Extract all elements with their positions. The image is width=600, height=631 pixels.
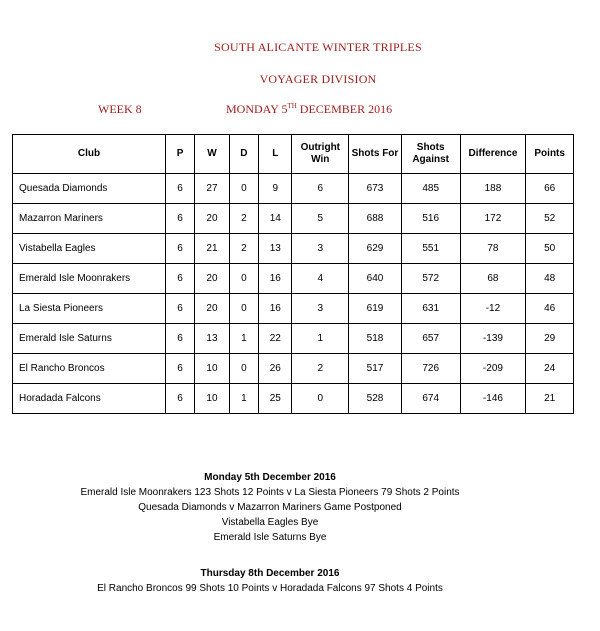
played-cell: 6 xyxy=(165,384,194,414)
shots-for-cell: 518 xyxy=(349,324,402,354)
table-row xyxy=(13,174,574,204)
shots-against-cell: 485 xyxy=(401,174,460,204)
outright-win-cell: 6 xyxy=(292,174,349,204)
lost-cell: 14 xyxy=(259,204,292,234)
results-monday xyxy=(0,470,570,545)
col-header-club: Club xyxy=(13,135,166,174)
shots-against-cell: 657 xyxy=(401,324,460,354)
table-row xyxy=(13,234,574,264)
results-date: Thursday 8th December 2016 xyxy=(200,568,340,579)
club-name: Horadada Falcons xyxy=(13,384,166,414)
won-cell: 20 xyxy=(195,264,229,294)
result-line: Emerald Isle Saturns Bye xyxy=(213,532,327,543)
won-cell: 10 xyxy=(195,384,229,414)
points-cell: 29 xyxy=(526,324,574,354)
points-cell: 48 xyxy=(526,264,574,294)
difference-cell: 68 xyxy=(460,264,526,294)
match-date-suffix: DECEMBER 2016 xyxy=(296,102,393,116)
table-row xyxy=(13,324,574,354)
shots-against-cell: 726 xyxy=(401,354,460,384)
drawn-cell: 1 xyxy=(229,384,258,414)
table-row xyxy=(13,204,574,234)
lost-cell: 26 xyxy=(259,354,292,384)
outright-win-cell: 1 xyxy=(292,324,349,354)
points-cell: 66 xyxy=(526,174,574,204)
shots-for-cell: 629 xyxy=(349,234,402,264)
table-row xyxy=(13,384,574,414)
outright-win-cell: 4 xyxy=(292,264,349,294)
table-row xyxy=(13,264,574,294)
league-table xyxy=(12,134,574,414)
won-cell: 20 xyxy=(195,294,229,324)
shots-for-cell: 673 xyxy=(349,174,402,204)
table-header-row xyxy=(13,135,574,174)
club-name: Quesada Diamonds xyxy=(13,174,166,204)
difference-cell: 188 xyxy=(460,174,526,204)
shots-against-cell: 674 xyxy=(401,384,460,414)
club-name: La Siesta Pioneers xyxy=(13,294,166,324)
col-header-drawn: D xyxy=(229,135,258,174)
shots-for-cell: 619 xyxy=(349,294,402,324)
match-date-prefix: MONDAY 5 xyxy=(226,102,288,116)
outright-win-cell: 3 xyxy=(292,234,349,264)
shots-for-cell: 688 xyxy=(349,204,402,234)
played-cell: 6 xyxy=(165,174,194,204)
result-line: El Rancho Broncos 99 Shots 10 Points v Horadada Falcons 97 Shots 4 Points xyxy=(97,583,443,594)
drawn-cell: 2 xyxy=(229,204,258,234)
outright-win-cell: 5 xyxy=(292,204,349,234)
won-cell: 10 xyxy=(195,354,229,384)
lost-cell: 25 xyxy=(259,384,292,414)
shots-for-cell: 517 xyxy=(349,354,402,384)
shots-for-cell: 528 xyxy=(349,384,402,414)
col-header-won: W xyxy=(195,135,229,174)
played-cell: 6 xyxy=(165,204,194,234)
outright-win-cell: 2 xyxy=(292,354,349,384)
club-name: Vistabella Eagles xyxy=(13,234,166,264)
drawn-cell: 0 xyxy=(229,294,258,324)
outright-win-cell: 0 xyxy=(292,384,349,414)
lost-cell: 16 xyxy=(259,294,292,324)
points-cell: 50 xyxy=(526,234,574,264)
col-header-shots-against: Shots Against xyxy=(401,135,460,174)
difference-cell: -146 xyxy=(460,384,526,414)
difference-cell: 78 xyxy=(460,234,526,264)
points-cell: 46 xyxy=(526,294,574,324)
difference-cell: 172 xyxy=(460,204,526,234)
played-cell: 6 xyxy=(165,264,194,294)
played-cell: 6 xyxy=(165,324,194,354)
won-cell: 20 xyxy=(195,204,229,234)
table-row xyxy=(13,294,574,324)
col-header-difference: Difference xyxy=(460,135,526,174)
results-thursday xyxy=(0,566,570,596)
difference-cell: -209 xyxy=(460,354,526,384)
won-cell: 13 xyxy=(195,324,229,354)
league-title: SOUTH ALICANTE WINTER TRIPLES xyxy=(214,40,422,54)
lost-cell: 9 xyxy=(259,174,292,204)
drawn-cell: 0 xyxy=(229,174,258,204)
result-line: Quesada Diamonds v Mazarron Mariners Game Postponed xyxy=(138,502,402,513)
drawn-cell: 1 xyxy=(229,324,258,354)
club-name: El Rancho Broncos xyxy=(13,354,166,384)
outright-win-cell: 3 xyxy=(292,294,349,324)
shots-for-cell: 640 xyxy=(349,264,402,294)
col-header-points: Points xyxy=(526,135,574,174)
shots-against-cell: 631 xyxy=(401,294,460,324)
points-cell: 52 xyxy=(526,204,574,234)
shots-against-cell: 516 xyxy=(401,204,460,234)
results-date: Monday 5th December 2016 xyxy=(204,472,336,483)
points-cell: 24 xyxy=(526,354,574,384)
result-line: Emerald Isle Moonrakers 123 Shots 12 Points v La Siesta Pioneers 79 Shots 2 Points xyxy=(80,487,460,498)
shots-against-cell: 551 xyxy=(401,234,460,264)
drawn-cell: 0 xyxy=(229,264,258,294)
club-name: Emerald Isle Saturns xyxy=(13,324,166,354)
col-header-played: P xyxy=(165,135,194,174)
result-line: Vistabella Eagles Bye xyxy=(221,517,319,528)
division-title: VOYAGER DIVISION xyxy=(259,72,377,86)
match-date xyxy=(226,102,392,117)
club-name: Emerald Isle Moonrakers xyxy=(13,264,166,294)
match-date-ordinal: TH xyxy=(287,102,297,110)
difference-cell: -12 xyxy=(460,294,526,324)
lost-cell: 13 xyxy=(259,234,292,264)
club-name: Mazarron Mariners xyxy=(13,204,166,234)
won-cell: 21 xyxy=(195,234,229,264)
played-cell: 6 xyxy=(165,354,194,384)
played-cell: 6 xyxy=(165,234,194,264)
drawn-cell: 2 xyxy=(229,234,258,264)
week-label: WEEK 8 xyxy=(98,102,142,116)
points-cell: 21 xyxy=(526,384,574,414)
played-cell: 6 xyxy=(165,294,194,324)
lost-cell: 16 xyxy=(259,264,292,294)
col-header-lost: L xyxy=(259,135,292,174)
shots-against-cell: 572 xyxy=(401,264,460,294)
col-header-outright-win: Outright Win xyxy=(292,135,349,174)
table-row xyxy=(13,354,574,384)
drawn-cell: 0 xyxy=(229,354,258,384)
difference-cell: -139 xyxy=(460,324,526,354)
col-header-shots-for: Shots For xyxy=(349,135,402,174)
won-cell: 27 xyxy=(195,174,229,204)
lost-cell: 22 xyxy=(259,324,292,354)
